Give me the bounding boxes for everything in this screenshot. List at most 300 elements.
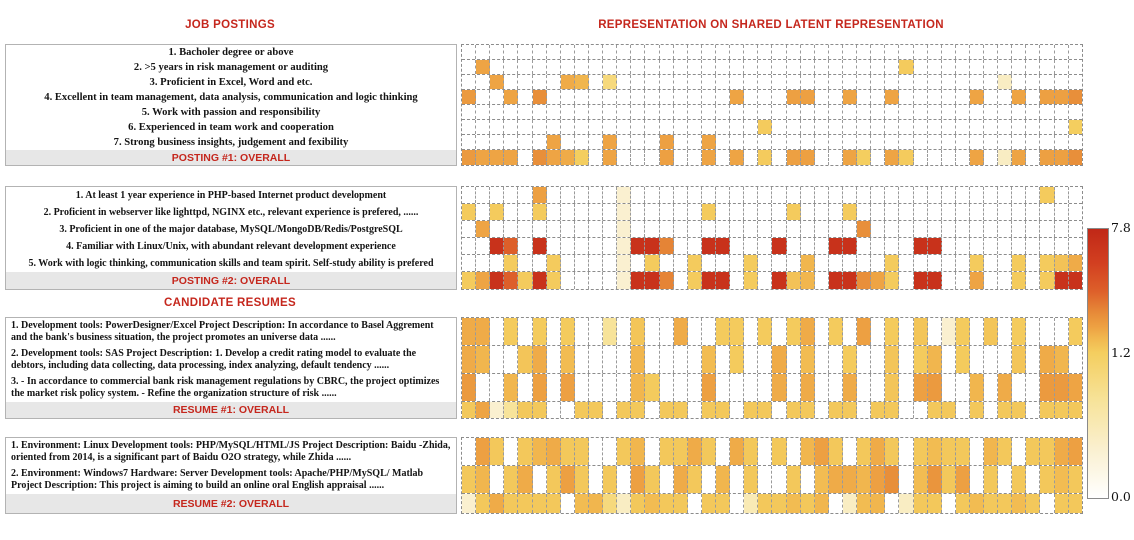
heatmap-cell (603, 105, 617, 119)
heatmap-row (462, 466, 1082, 494)
heatmap-cell (1055, 255, 1069, 271)
heatmap-cell (885, 466, 899, 493)
heatmap-row (462, 204, 1082, 221)
heatmap-cell (758, 75, 772, 89)
heatmap-cell (815, 221, 829, 237)
heatmap-cell (787, 402, 801, 418)
heatmap-cell (956, 438, 970, 465)
heatmap-cell (914, 204, 928, 220)
heatmap-cell (674, 105, 688, 119)
heatmap-cell (476, 150, 490, 165)
heatmap-cell (518, 45, 532, 59)
heatmap-cell (970, 346, 984, 373)
heatmap-cell (815, 75, 829, 89)
heatmap-cell (504, 45, 518, 59)
heatmap-cell (547, 120, 561, 134)
heatmap-cell (561, 402, 575, 418)
heatmap-cell (744, 204, 758, 220)
heatmap-cell (716, 221, 730, 237)
heatmap-cell (1012, 221, 1026, 237)
heatmap-cell (476, 346, 490, 373)
heatmap-cell (942, 466, 956, 493)
heatmap-cell (716, 90, 730, 104)
heatmap-cell (1012, 120, 1026, 134)
heatmap-cell (462, 272, 476, 289)
heatmap-cell (533, 90, 547, 104)
heatmap-cell (758, 187, 772, 203)
overall-row-label: POSTING #1: OVERALL (6, 150, 456, 165)
heatmap-cell (984, 346, 998, 373)
heatmap-cell (561, 221, 575, 237)
heatmap-cell (476, 187, 490, 203)
heatmap-cell (758, 255, 772, 271)
heatmap-cell (942, 150, 956, 165)
heatmap-cell (533, 402, 547, 418)
heatmap-cell (857, 221, 871, 237)
heatmap-cell (758, 150, 772, 165)
heatmap-cell (617, 466, 631, 493)
heatmap-cell (1026, 105, 1040, 119)
heatmap-cell (617, 150, 631, 165)
heatmap-cell (730, 90, 744, 104)
heatmap-cell (970, 466, 984, 493)
heatmap-cell (801, 438, 815, 465)
heatmap-cell (533, 120, 547, 134)
heatmap-cell (504, 402, 518, 418)
heatmap-cell (645, 466, 659, 493)
heatmap-cell (660, 374, 674, 401)
heatmap-cell (688, 120, 702, 134)
heatmap-cell (885, 238, 899, 254)
heatmap-cell (533, 60, 547, 74)
heatmap-cell (998, 438, 1012, 465)
heatmap-cell (589, 60, 603, 74)
heatmap-cell (504, 204, 518, 220)
heatmap-cell (547, 150, 561, 165)
heatmap-cell (801, 150, 815, 165)
heatmap-cell (1012, 272, 1026, 289)
heatmap-cell (885, 374, 899, 401)
heatmap-cell (730, 45, 744, 59)
heatmap-cell (899, 45, 913, 59)
heatmap-cell (956, 466, 970, 493)
heatmap-cell (815, 318, 829, 345)
heatmap-row (462, 318, 1082, 346)
heatmap-cell (575, 120, 589, 134)
heatmap-cell (547, 45, 561, 59)
heatmap-cell (899, 135, 913, 149)
heatmap-row (462, 75, 1082, 90)
heatmap-cell (914, 150, 928, 165)
heatmap-cell (871, 238, 885, 254)
heatmap-cell (871, 272, 885, 289)
heatmap-cell (631, 466, 645, 493)
heatmap-cell (1040, 438, 1054, 465)
heatmap-cell (674, 187, 688, 203)
heatmap-cell (843, 90, 857, 104)
heatmap-cell (617, 374, 631, 401)
heatmap-cell (787, 135, 801, 149)
heatmap-cell (730, 75, 744, 89)
heatmap-row (462, 187, 1082, 204)
heatmap-cell (533, 105, 547, 119)
heatmap-cell (744, 150, 758, 165)
heatmap-cell (899, 238, 913, 254)
heatmap-cell (787, 204, 801, 220)
heatmap-cell (885, 45, 899, 59)
heatmap-cell (462, 105, 476, 119)
heatmap-cell (631, 204, 645, 220)
heatmap-cell (956, 105, 970, 119)
heatmap-cell (815, 105, 829, 119)
heatmap-cell (631, 438, 645, 465)
heatmap-cell (1069, 402, 1082, 418)
heatmap-cell (843, 255, 857, 271)
heatmap-cell (871, 318, 885, 345)
heatmap-cell (603, 120, 617, 134)
heatmap-cell (547, 135, 561, 149)
heatmap-cell (998, 105, 1012, 119)
heatmap-cell (533, 272, 547, 289)
heatmap-cell (885, 75, 899, 89)
heatmap-cell (772, 60, 786, 74)
heatmap-cell (885, 318, 899, 345)
heatmap-cell (970, 105, 984, 119)
heatmap-cell (970, 75, 984, 89)
heatmap-cell (843, 346, 857, 373)
heatmap-cell (716, 466, 730, 493)
requirement-item: 2. Proficient in webserver like lighttpd, NGINX etc., relevant experience is prefered, ...... (43, 207, 419, 218)
heatmap-cell (758, 438, 772, 465)
heatmap-cell (744, 90, 758, 104)
heatmap-cell (829, 60, 843, 74)
heatmap-cell (984, 187, 998, 203)
heatmap-cell (1026, 90, 1040, 104)
heatmap-cell (1055, 135, 1069, 149)
heatmap-cell (1026, 318, 1040, 345)
heatmap-cell (815, 45, 829, 59)
heatmap-cell (744, 105, 758, 119)
heatmap-cell (575, 255, 589, 271)
heatmap-cell (829, 272, 843, 289)
heatmap-cell (476, 90, 490, 104)
heatmap-cell (631, 75, 645, 89)
heatmap-cell (914, 238, 928, 254)
heatmap-cell (645, 494, 659, 513)
heatmap-cell (843, 204, 857, 220)
heatmap-cell (702, 221, 716, 237)
job-postings-heading: JOB POSTINGS (185, 19, 275, 31)
heatmap-cell (829, 438, 843, 465)
heatmap-cell (490, 318, 504, 345)
heatmap-cell (631, 45, 645, 59)
heatmap-cell (575, 466, 589, 493)
heatmap-cell (801, 272, 815, 289)
heatmap-cell (899, 318, 913, 345)
heatmap-cell (589, 402, 603, 418)
heatmap-row (462, 272, 1082, 289)
requirement-item: 5. Work with logic thinking, communication skills and team spirit. Self-study ability is prefered (28, 258, 434, 269)
heatmap-cell (631, 402, 645, 418)
heatmap-cell (857, 135, 871, 149)
heatmap-cell (589, 346, 603, 373)
heatmap-cell (702, 150, 716, 165)
heatmap-cell (998, 402, 1012, 418)
heatmap-cell (660, 402, 674, 418)
heatmap-cell (688, 238, 702, 254)
heatmap-cell (871, 255, 885, 271)
heatmap-cell (490, 120, 504, 134)
heatmap-cell (801, 221, 815, 237)
heatmap-cell (1055, 120, 1069, 134)
heatmap-cell (702, 402, 716, 418)
heatmap-cell (575, 45, 589, 59)
heatmap-cell (984, 402, 998, 418)
heatmap-cell (758, 90, 772, 104)
requirement-item: 6. Experienced in team work and cooperation (128, 122, 334, 133)
heatmap-cell (1055, 374, 1069, 401)
heatmap-cell (660, 75, 674, 89)
heatmap-cell (914, 120, 928, 134)
heatmap-cell (730, 135, 744, 149)
heatmap-cell (801, 105, 815, 119)
heatmap-cell (744, 120, 758, 134)
heatmap-cell (1012, 346, 1026, 373)
heatmap-cell (928, 204, 942, 220)
heatmap-cell (518, 60, 532, 74)
heatmap-cell (1026, 272, 1040, 289)
heatmap-cell (815, 374, 829, 401)
heatmap-cell (914, 135, 928, 149)
heatmap-cell (518, 438, 532, 465)
heatmap-cell (462, 120, 476, 134)
heatmap-cell (547, 238, 561, 254)
heatmap-cell (829, 466, 843, 493)
heatmap-cell (1012, 466, 1026, 493)
heatmap-cell (871, 438, 885, 465)
heatmap-cell (589, 150, 603, 165)
heatmap-cell (575, 135, 589, 149)
heatmap-cell (772, 238, 786, 254)
heatmap-cell (617, 75, 631, 89)
heatmap-cell (1055, 187, 1069, 203)
heatmap-cell (984, 105, 998, 119)
heatmap-cell (547, 90, 561, 104)
heatmap-cell (518, 466, 532, 493)
heatmap-cell (1040, 494, 1054, 513)
heatmap-cell (575, 221, 589, 237)
heatmap-cell (801, 45, 815, 59)
resume-1-textbox (5, 317, 457, 419)
heatmap-cell (998, 60, 1012, 74)
heatmap-cell (942, 238, 956, 254)
heatmap-cell (518, 221, 532, 237)
heatmap-cell (504, 272, 518, 289)
heatmap-cell (674, 494, 688, 513)
heatmap-cell (1069, 120, 1082, 134)
heatmap-cell (1012, 150, 1026, 165)
heatmap-cell (928, 45, 942, 59)
heatmap-cell (829, 221, 843, 237)
heatmap-cell (1012, 238, 1026, 254)
heatmap-cell (631, 494, 645, 513)
heatmap-cell (885, 187, 899, 203)
heatmap-cell (1012, 318, 1026, 345)
heatmap-cell (772, 318, 786, 345)
heatmap-cell (631, 135, 645, 149)
heatmap-cell (787, 346, 801, 373)
resume-2-heatmap (461, 437, 1083, 514)
heatmap-cell (942, 105, 956, 119)
heatmap-cell (787, 438, 801, 465)
heatmap-cell (1055, 466, 1069, 493)
heatmap-cell (942, 255, 956, 271)
heatmap-cell (942, 318, 956, 345)
heatmap-cell (857, 105, 871, 119)
heatmap-cell (589, 494, 603, 513)
heatmap-cell (744, 187, 758, 203)
heatmap-cell (575, 438, 589, 465)
heatmap-cell (1026, 187, 1040, 203)
heatmap-cell (829, 204, 843, 220)
heatmap-cell (956, 402, 970, 418)
heatmap-cell (589, 135, 603, 149)
heatmap-cell (956, 238, 970, 254)
heatmap-cell (688, 90, 702, 104)
heatmap-cell (857, 494, 871, 513)
heatmap-cell (758, 494, 772, 513)
heatmap-cell (462, 221, 476, 237)
heatmap-cell (660, 346, 674, 373)
heatmap-row (462, 374, 1082, 402)
heatmap-cell (674, 221, 688, 237)
heatmap-cell (462, 238, 476, 254)
heatmap-cell (702, 204, 716, 220)
heatmap-cell (899, 438, 913, 465)
heatmap-cell (857, 438, 871, 465)
heatmap-cell (631, 150, 645, 165)
heatmap-cell (843, 120, 857, 134)
heatmap-cell (914, 466, 928, 493)
heatmap-cell (843, 45, 857, 59)
heatmap-cell (518, 255, 532, 271)
heatmap-cell (589, 272, 603, 289)
heatmap-cell (829, 105, 843, 119)
heatmap-cell (603, 45, 617, 59)
heatmap-cell (660, 494, 674, 513)
heatmap-cell (885, 346, 899, 373)
heatmap-cell (476, 120, 490, 134)
heatmap-cell (660, 120, 674, 134)
heatmap-cell (984, 60, 998, 74)
heatmap-cell (504, 221, 518, 237)
heatmap-cell (603, 318, 617, 345)
heatmap-cell (772, 438, 786, 465)
heatmap-cell (462, 255, 476, 271)
heatmap-cell (942, 60, 956, 74)
heatmap-cell (984, 135, 998, 149)
heatmap-cell (914, 318, 928, 345)
heatmap-cell (829, 346, 843, 373)
requirement-item: 2. >5 years in risk management or auditing (133, 62, 329, 73)
heatmap-cell (518, 150, 532, 165)
heatmap-cell (561, 438, 575, 465)
overall-row-label: RESUME #1: OVERALL (6, 402, 456, 418)
heatmap-cell (645, 204, 659, 220)
heatmap-cell (1026, 60, 1040, 74)
heatmap-cell (518, 120, 532, 134)
heatmap-cell (575, 60, 589, 74)
heatmap-cell (688, 105, 702, 119)
heatmap-cell (561, 135, 575, 149)
heatmap-cell (787, 60, 801, 74)
heatmap-cell (1026, 238, 1040, 254)
heatmap-cell (518, 272, 532, 289)
heatmap-cell (730, 318, 744, 345)
heatmap-cell (843, 466, 857, 493)
heatmap-cell (702, 75, 716, 89)
heatmap-cell (631, 105, 645, 119)
heatmap-cell (857, 60, 871, 74)
heatmap-cell (843, 374, 857, 401)
heatmap-cell (589, 204, 603, 220)
heatmap-cell (716, 438, 730, 465)
heatmap-cell (885, 60, 899, 74)
heatmap-cell (603, 255, 617, 271)
heatmap-cell (589, 466, 603, 493)
requirement-item: 3. Proficient in one of the major database, MySQL/MongoDB/Redis/PostgreSQL (59, 224, 403, 235)
heatmap-cell (533, 150, 547, 165)
heatmap-cell (970, 272, 984, 289)
heatmap-cell (645, 45, 659, 59)
requirement-item: 2. Environment: Windows7 Hardware: Server Development tools: Apache/PHP/MySQL/ Matlab Project Description: This project is aiming to build an online oral English appraisal ...... (11, 468, 424, 491)
heatmap-cell (758, 204, 772, 220)
heatmap-cell (829, 255, 843, 271)
heatmap-cell (1069, 238, 1082, 254)
heatmap-cell (928, 318, 942, 345)
heatmap-cell (1040, 238, 1054, 254)
heatmap-cell (998, 75, 1012, 89)
heatmap-cell (589, 374, 603, 401)
heatmap-cell (1012, 402, 1026, 418)
heatmap-cell (829, 318, 843, 345)
heatmap-cell (490, 204, 504, 220)
heatmap-cell (787, 45, 801, 59)
heatmap-cell (547, 255, 561, 271)
heatmap-cell (547, 346, 561, 373)
heatmap-cell (645, 221, 659, 237)
heatmap-cell (561, 60, 575, 74)
heatmap-cell (998, 255, 1012, 271)
heatmap-cell (829, 150, 843, 165)
heatmap-cell (688, 438, 702, 465)
heatmap-cell (928, 90, 942, 104)
heatmap-cell (1012, 45, 1026, 59)
heatmap-cell (871, 204, 885, 220)
heatmap-row (462, 238, 1082, 255)
heatmap-cell (716, 150, 730, 165)
heatmap-cell (518, 90, 532, 104)
heatmap-cell (617, 318, 631, 345)
heatmap-cell (984, 90, 998, 104)
heatmap-cell (462, 187, 476, 203)
heatmap-cell (744, 272, 758, 289)
heatmap-cell (1012, 60, 1026, 74)
heatmap-cell (561, 466, 575, 493)
heatmap-cell (476, 238, 490, 254)
heatmap-cell (1069, 318, 1082, 345)
heatmap-cell (462, 60, 476, 74)
